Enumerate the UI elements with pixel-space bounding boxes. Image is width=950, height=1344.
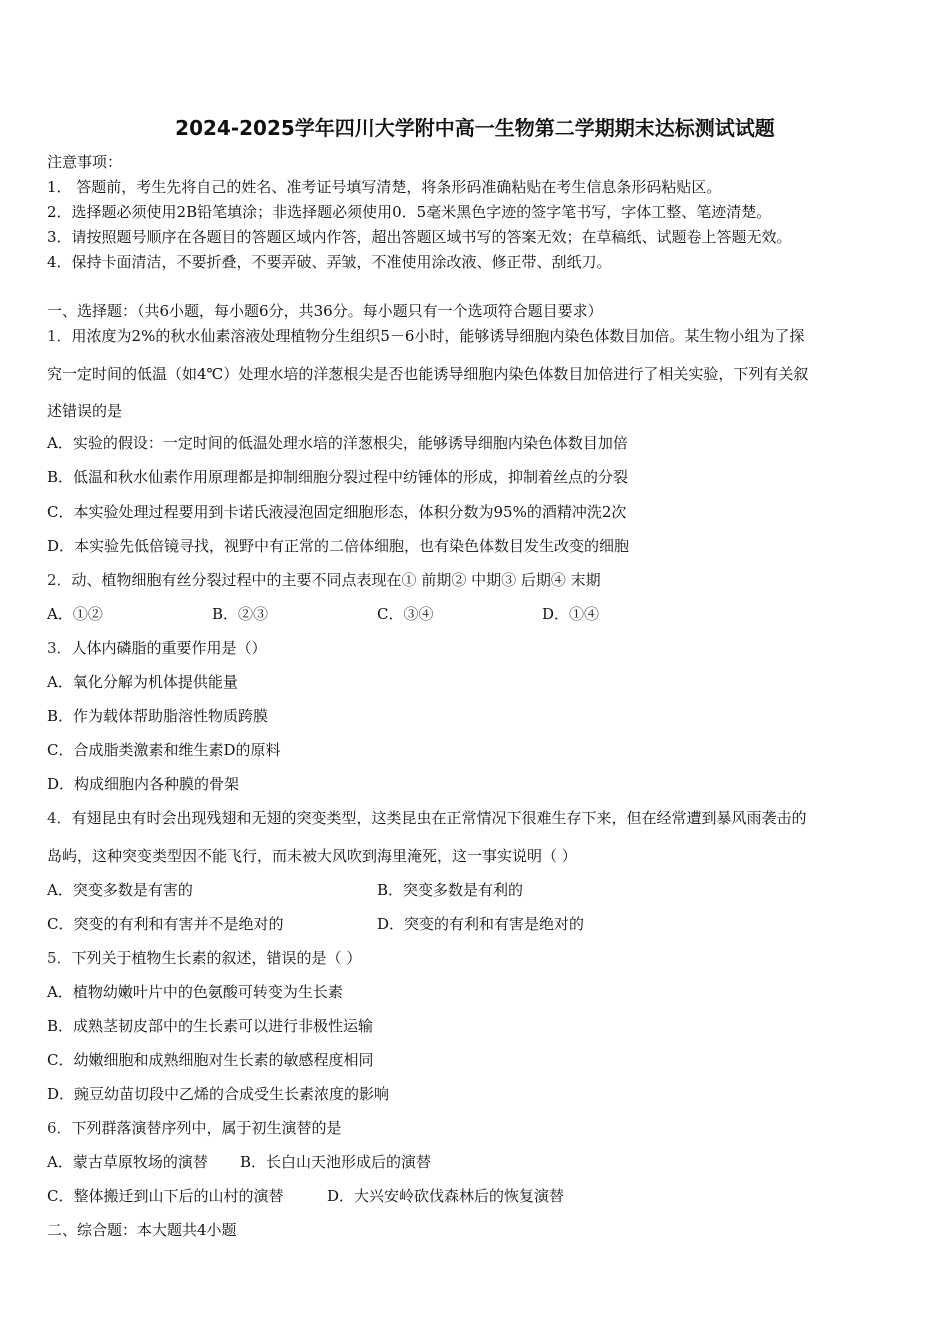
option-c: C．幼嫩细胞和成熟细胞对生长素的敏感程度相同 — [47, 1051, 374, 1069]
section-heading: 二、综合题：本大题共4小题 — [47, 1221, 237, 1239]
question-stem: 有翅昆虫有时会出现残翅和无翅的突变类型，这类昆虫在正常情况下很难生存下来，但在经常遭到暴风雨袭击的 — [71, 809, 807, 827]
option-c: C．整体搬迁到山下后的山村的演替 — [47, 1187, 284, 1205]
question-1 — [47, 326, 804, 346]
notice-heading: 注意事项： — [47, 153, 123, 171]
option-c: C．本实验处理过程要用到卡诺氏液浸泡固定细胞形态，体积分数为95%的酒精冲洗2次 — [47, 503, 627, 521]
notice-item: 1． 答题前，考生先将自己的姓名、准考证号填写清楚，将条形码准确粘贴在考生信息条形码粘贴区。 — [47, 178, 722, 196]
question-number: 6． — [47, 1119, 72, 1137]
question-number: 4． — [47, 809, 72, 827]
question-stem: 动、植物细胞有丝分裂过程中的主要不同点表现在① 前期② 中期③ 后期④ 末期 — [71, 571, 601, 589]
option-b: B．②③ — [212, 605, 269, 623]
option-c: C．合成脂类激素和维生素D的原料 — [47, 741, 281, 759]
question-stem: 究一定时间的低温（如4℃）处理水培的洋葱根尖是否也能诱导细胞内染色体数目加倍进行了相关实验，下列有关叙 — [47, 365, 809, 383]
question-stem: 人体内磷脂的重要作用是（） — [71, 639, 267, 657]
option-c: C．突变的有利和有害并不是绝对的 — [47, 915, 284, 933]
page-title: 2024-2025学年四川大学附中高一生物第二学期期末达标测试试题 — [175, 116, 775, 140]
question-6 — [47, 1118, 342, 1138]
option-c: C．③④ — [377, 605, 434, 623]
question-5 — [47, 948, 361, 968]
question-stem: 下列关于植物生长素的叙述，错误的是（ ） — [71, 949, 362, 967]
option-b: B．低温和秋水仙素作用原理都是抑制细胞分裂过程中纺锤体的形成，抑制着丝点的分裂 — [47, 468, 629, 486]
question-number: 5． — [47, 949, 72, 967]
question-2 — [47, 570, 601, 590]
question-stem: 用浓度为2%的秋水仙素溶液处理植物分生组织5－6小时，能够诱导细胞内染色体数目加倍。某生物小组为了探 — [71, 327, 805, 345]
option-d: D．构成细胞内各种膜的骨架 — [47, 775, 240, 793]
question-3 — [47, 638, 267, 658]
question-number: 2． — [47, 571, 72, 589]
option-a: A．实验的假设：一定时间的低温处理水培的洋葱根尖，能够诱导细胞内染色体数目加倍 — [47, 434, 628, 452]
section-heading: 一、选择题：（共6小题，每小题6分，共36分。每小题只有一个选项符合题目要求） — [47, 302, 603, 320]
option-a: A．植物幼嫩叶片中的色氨酸可转变为生长素 — [47, 983, 343, 1001]
option-b: B．成熟茎韧皮部中的生长素可以进行非极性运输 — [47, 1017, 374, 1035]
question-stem: 岛屿，这种突变类型因不能飞行，而未被大风吹到海里淹死，这一事实说明（ ） — [47, 847, 577, 865]
option-a: A．突变多数是有害的 — [47, 881, 193, 899]
option-b: B．突变多数是有利的 — [377, 881, 524, 899]
question-4 — [47, 808, 807, 828]
question-stem: 下列群落演替序列中，属于初生演替的是 — [71, 1119, 342, 1137]
option-a: A．①② — [47, 605, 103, 623]
option-a: A．蒙古草原牧场的演替 — [47, 1153, 208, 1171]
notice-item: 2．选择题必须使用2B铅笔填涂；非选择题必须使用0．5毫米黑色字迹的签字笔书写，字体工整、笔迹清楚。 — [47, 203, 772, 221]
notice-item: 4．保持卡面清洁，不要折叠，不要弄破、弄皱，不准使用涂改液、修正带、刮纸刀。 — [47, 253, 612, 271]
notice-item: 3．请按照题号顺序在各题目的答题区域内作答，超出答题区域书写的答案无效；在草稿纸、试题卷上答题无效。 — [47, 228, 792, 246]
option-d: D．①④ — [542, 605, 600, 623]
question-number: 3． — [47, 639, 72, 657]
option-d: D．突变的有利和有害是绝对的 — [377, 915, 585, 933]
question-stem: 述错误的是 — [47, 402, 123, 420]
option-d: D．本实验先低倍镜寻找，视野中有正常的二倍体细胞，也有染色体数目发生改变的细胞 — [47, 537, 630, 555]
option-a: A．氧化分解为机体提供能量 — [47, 673, 238, 691]
option-d: D．大兴安岭砍伐森林后的恢复演替 — [327, 1187, 565, 1205]
option-b: B．长白山天池形成后的演替 — [240, 1153, 432, 1171]
option-d: D．豌豆幼苗切段中乙烯的合成受生长素浓度的影响 — [47, 1085, 390, 1103]
option-b: B．作为载体帮助脂溶性物质跨膜 — [47, 707, 269, 725]
question-number: 1． — [47, 327, 72, 345]
